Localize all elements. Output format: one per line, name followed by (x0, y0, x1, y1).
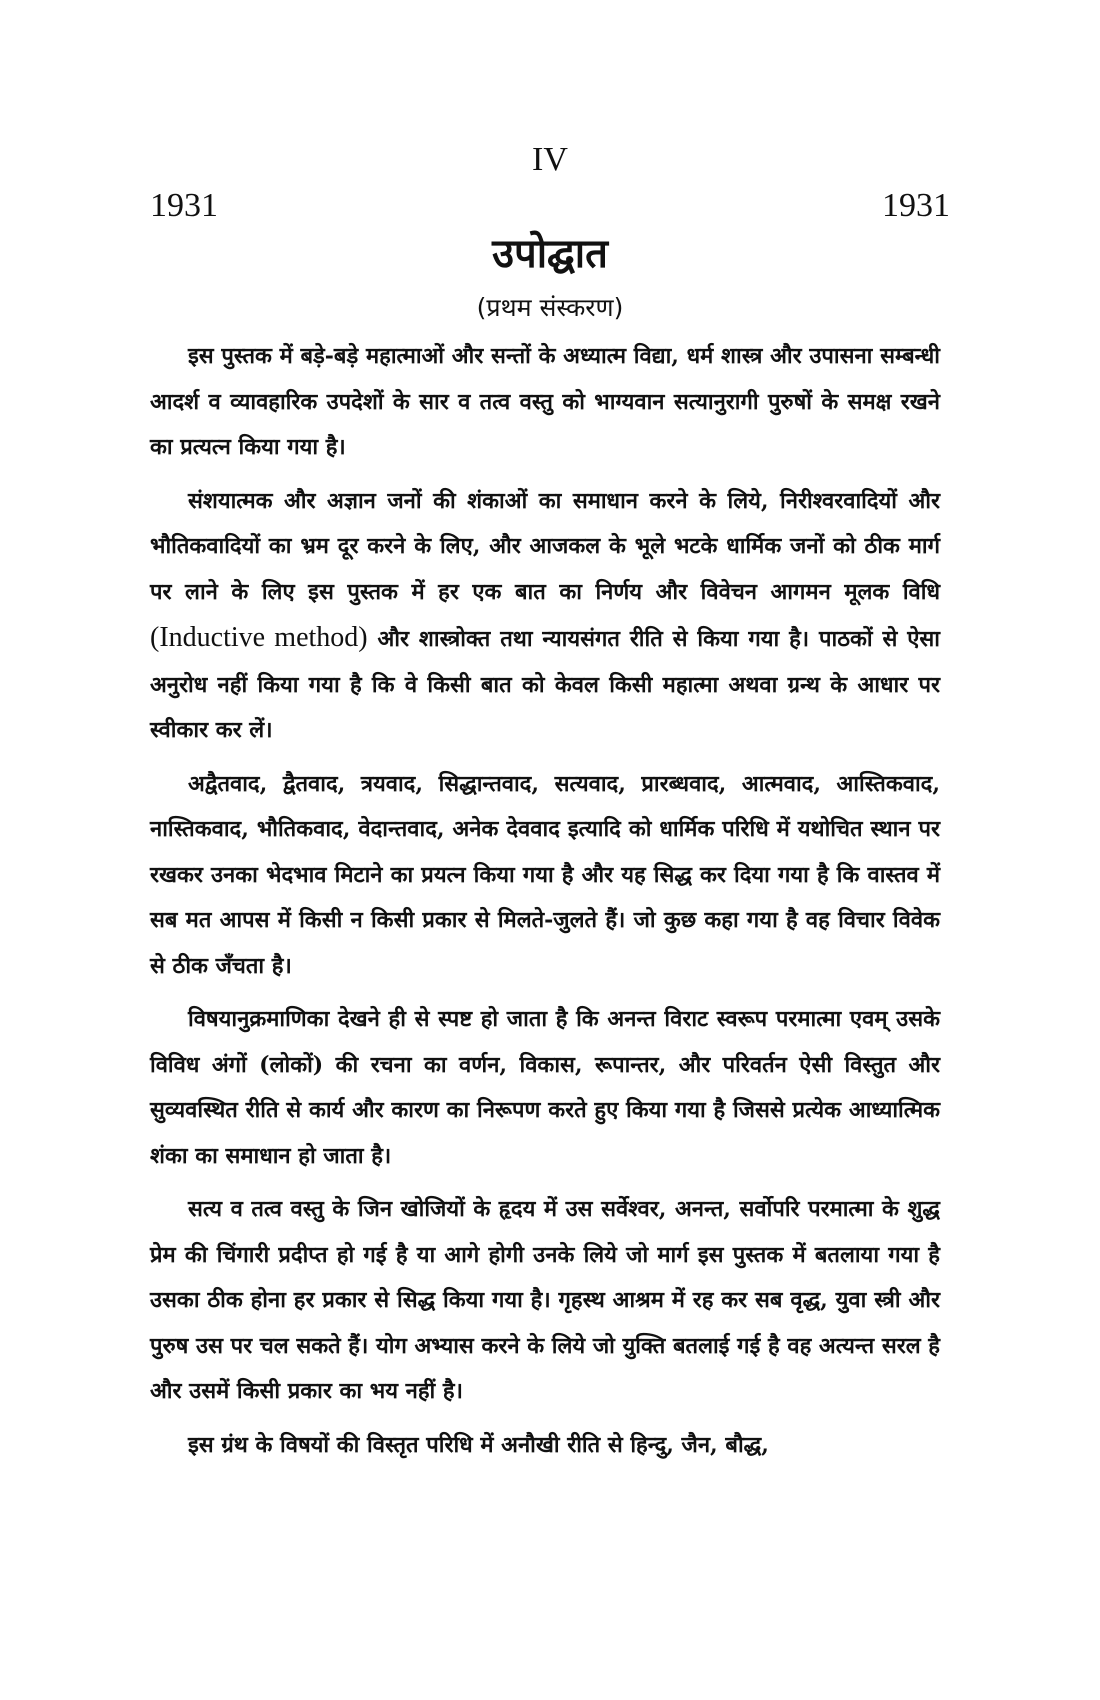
paragraph-5: सत्य व तत्व वस्तु के जिन खोजियों के हृदय में उस सर्वेश्वर, अनन्त, सर्वोपरि परमात्मा के शुद्ध प्रेम की चिंगारी प्रदीप्त हो गई है या आगे होगी उनके लिये जो मार्ग इस पुस्तक में बतलाया गया है उसका ठीक होना हर प्रकार से सिद्ध किया गया है। गृहस्थ आश्रम में रह कर सब वृद्ध, युवा स्त्री और पुरुष उस पर चल सकते हैं। योग अभ्यास करने के लिये जो युक्ति बतलाई गई है वह अत्यन्त सरल है और उसमें किसी प्रकार का भय नहीं है। (150, 1196, 940, 1404)
paragraph-4: विषयानुक्रमाणिका देखने ही से स्पष्ट हो जाता है कि अनन्त विराट स्वरूप परमात्मा एवम् उसके विविध अंगों (लोकों) की रचना का वर्णन, विकास, रूपान्तर, और परिवर्तन ऐसी विस्तुत और सुव्यवस्थित रीति से कार्य और कारण का निरूपण करते हुए किया गया है जिससे प्रत्येक आध्यात्मिक शंका का समाधान हो जाता है। (150, 1006, 940, 1169)
paragraph-2-latin-term: (Inductive method) (150, 622, 368, 653)
paragraph-2 (150, 479, 940, 754)
paragraph-2-part-2: और शास्त्रोक्त तथा न्यायसंगत रीति से किया गया है। पाठकों से ऐसा अनुरोध नहीं किया गया है कि वे किसी बात को केवल किसी महात्मा अथवा ग्रन्थ के आधार पर स्वीकार कर लें। (150, 626, 941, 743)
paragraph-1: इस पुस्तक में बड़े-बड़े महात्माओं और सन्तों के अध्यात्म विद्या, धर्म शास्त्र और उपासना सम्बन्धी आदर्श व व्यावहारिक उपदेशों के सार व तत्व वस्तु को भाग्यवान सत्यानुरागी पुरुषों के समक्ष रखने का प्रत्यत्न किया गया है। (150, 343, 940, 460)
paragraph-6: इस ग्रंथ के विषयों की विस्तृत परिधि में अनौखी रीति से हिन्दु, जैन, बौद्ध, (188, 1431, 769, 1458)
page-title: उपोद्घात (492, 230, 608, 277)
body-text (150, 334, 940, 1476)
page-number: IV (532, 141, 568, 178)
paragraph-3: अद्वैतवाद, द्वैतवाद, त्रयवाद, सिद्धान्तवाद, सत्यवाद, प्रारब्धवाद, आत्मवाद, आस्तिकवाद, नास्तिकवाद, भौतिकवाद, वेदान्तवाद, अनेक देववाद इत्यादि को धार्मिक परिधि में यथोचित स्थान पर रखकर उनका भेदभाव मिटाने का प्रयत्न किया गया है और यह सिद्ध कर दिया गया है कि वास्तव में सब मत आपस में किसी न किसी प्रकार से मिलते-जुलते हैं। जो कुछ कहा गया है वह विचार विवेक से ठीक जँचता है। (150, 770, 940, 979)
year-right: 1931 (882, 187, 950, 224)
paragraph-2-part-1: संशयात्मक और अज्ञान जनों की शंकाओं का समाधान करने के लिये, निरीश्वरवादियों और भौतिकवादियों का भ्रम दूर करने के लिए, और आजकल के भूले भटके धार्मिक जनों को ठीक मार्ग पर लाने के लिए इस पुस्तक में हर एक बात का निर्णय और विवेचन आगमन मूलक विधि (150, 487, 940, 605)
page-subtitle: (प्रथम संस्करण) (476, 293, 624, 322)
year-left: 1931 (150, 187, 218, 224)
